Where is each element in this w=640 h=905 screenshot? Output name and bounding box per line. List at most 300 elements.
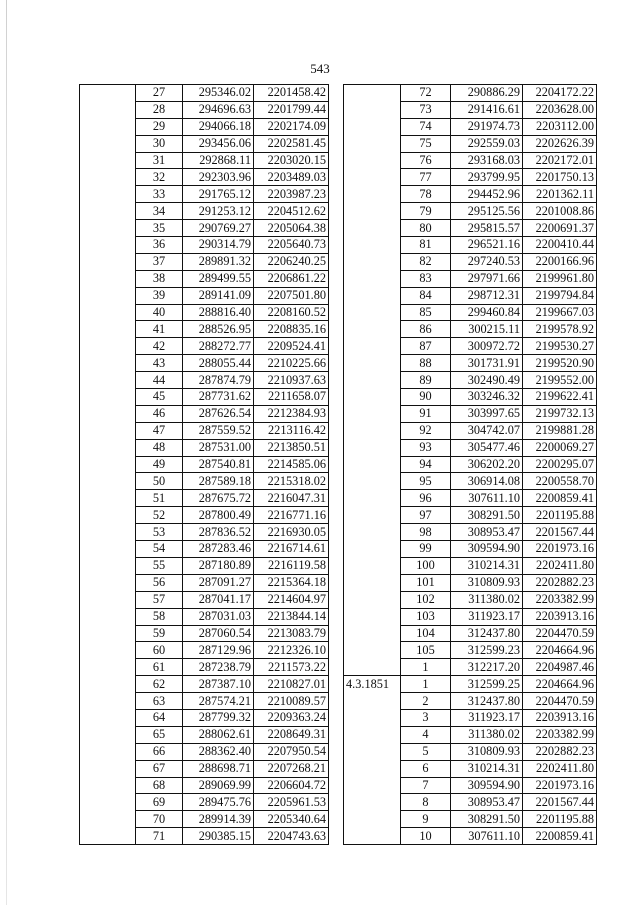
section-cell: [80, 557, 136, 574]
y-coordinate-cell: 2199961.80: [523, 270, 597, 287]
section-cell: [344, 220, 401, 237]
point-number-cell: 69: [136, 794, 183, 811]
y-coordinate-cell: 2201567.44: [523, 794, 597, 811]
x-coordinate-cell: 287799.32: [183, 709, 254, 726]
x-coordinate-cell: 287800.49: [183, 507, 254, 524]
y-coordinate-cell: 2210225.66: [254, 355, 329, 372]
point-number-cell: 58: [136, 608, 183, 625]
x-coordinate-cell: 289499.55: [183, 270, 254, 287]
x-coordinate-cell: 306914.08: [451, 473, 523, 490]
section-cell: [344, 659, 401, 676]
x-coordinate-cell: 289069.99: [183, 777, 254, 794]
table-row: [344, 304, 597, 321]
x-coordinate-cell: 287589.18: [183, 473, 254, 490]
y-coordinate-cell: 2207268.21: [254, 760, 329, 777]
table-row: [80, 152, 329, 169]
y-coordinate-cell: 2200691.37: [523, 220, 597, 237]
x-coordinate-cell: 288362.40: [183, 743, 254, 760]
table-row: [344, 186, 597, 203]
y-coordinate-cell: 2216771.16: [254, 507, 329, 524]
point-number-cell: 56: [136, 574, 183, 591]
y-coordinate-cell: 2209524.41: [254, 338, 329, 355]
section-cell: [80, 811, 136, 828]
x-coordinate-cell: 287091.27: [183, 574, 254, 591]
x-coordinate-cell: 310809.93: [451, 574, 523, 591]
section-cell: [344, 625, 401, 642]
point-number-cell: 98: [401, 524, 451, 541]
point-number-cell: 59: [136, 625, 183, 642]
table-row: [80, 777, 329, 794]
section-cell: [80, 338, 136, 355]
x-coordinate-cell: 309594.90: [451, 541, 523, 558]
x-coordinate-cell: 288698.71: [183, 760, 254, 777]
section-cell: [344, 811, 401, 828]
y-coordinate-cell: 2206604.72: [254, 777, 329, 794]
point-number-cell: 1: [401, 659, 451, 676]
x-coordinate-cell: 287531.00: [183, 439, 254, 456]
y-coordinate-cell: 2201195.88: [523, 507, 597, 524]
section-cell: [344, 760, 401, 777]
point-number-cell: 61: [136, 659, 183, 676]
point-number-cell: 48: [136, 439, 183, 456]
y-coordinate-cell: 2203913.16: [523, 608, 597, 625]
section-cell: [80, 355, 136, 372]
point-number-cell: 60: [136, 642, 183, 659]
y-coordinate-cell: 2210937.63: [254, 372, 329, 389]
table-row: [344, 524, 597, 541]
point-number-cell: 57: [136, 591, 183, 608]
section-cell: [80, 287, 136, 304]
section-cell: [80, 101, 136, 118]
y-coordinate-cell: 2199732.13: [523, 405, 597, 422]
table-row: [344, 541, 597, 558]
x-coordinate-cell: 293168.03: [451, 152, 523, 169]
y-coordinate-cell: 2203112.00: [523, 118, 597, 135]
point-number-cell: 77: [401, 169, 451, 186]
point-number-cell: 102: [401, 591, 451, 608]
x-coordinate-cell: 310214.31: [451, 760, 523, 777]
section-cell: [80, 760, 136, 777]
section-cell: [344, 203, 401, 220]
point-number-cell: 67: [136, 760, 183, 777]
x-coordinate-cell: 294452.96: [451, 186, 523, 203]
y-coordinate-cell: 2202882.23: [523, 574, 597, 591]
y-coordinate-cell: 2203987.23: [254, 186, 329, 203]
y-coordinate-cell: 2202581.45: [254, 135, 329, 152]
x-coordinate-cell: 287238.79: [183, 659, 254, 676]
section-cell: [344, 743, 401, 760]
section-cell: [80, 574, 136, 591]
x-coordinate-cell: 305477.46: [451, 439, 523, 456]
table-row: [80, 473, 329, 490]
section-cell: [80, 220, 136, 237]
y-coordinate-cell: 2205064.38: [254, 220, 329, 237]
point-number-cell: 90: [401, 389, 451, 406]
point-number-cell: 55: [136, 557, 183, 574]
table-row: [80, 169, 329, 186]
point-number-cell: 36: [136, 237, 183, 254]
section-cell: [344, 355, 401, 372]
y-coordinate-cell: 2215318.02: [254, 473, 329, 490]
section-cell: [80, 473, 136, 490]
table-row: [80, 389, 329, 406]
x-coordinate-cell: 290314.79: [183, 237, 254, 254]
table-row: [80, 85, 329, 102]
table-row: [344, 321, 597, 338]
point-number-cell: 99: [401, 541, 451, 558]
y-coordinate-cell: 2201458.42: [254, 85, 329, 102]
point-number-cell: 38: [136, 270, 183, 287]
y-coordinate-cell: 2207501.80: [254, 287, 329, 304]
point-number-cell: 101: [401, 574, 451, 591]
y-coordinate-cell: 2203382.99: [523, 591, 597, 608]
section-cell: [80, 507, 136, 524]
table-row: [80, 304, 329, 321]
table-row: [80, 524, 329, 541]
section-cell: [80, 456, 136, 473]
section-cell: [80, 524, 136, 541]
section-cell: [344, 777, 401, 794]
table-row: [80, 659, 329, 676]
section-cell: [344, 287, 401, 304]
x-coordinate-cell: 308291.50: [451, 811, 523, 828]
table-row: [344, 118, 597, 135]
y-coordinate-cell: 2200558.70: [523, 473, 597, 490]
point-number-cell: 75: [401, 135, 451, 152]
table-row: [344, 203, 597, 220]
section-cell: [344, 439, 401, 456]
point-number-cell: 47: [136, 422, 183, 439]
section-cell: [344, 456, 401, 473]
y-coordinate-cell: 2200859.41: [523, 828, 597, 845]
table-row: [344, 85, 597, 102]
x-coordinate-cell: 287031.03: [183, 608, 254, 625]
point-number-cell: 8: [401, 794, 451, 811]
section-cell: [344, 828, 401, 845]
x-coordinate-cell: 291974.73: [451, 118, 523, 135]
section-cell: [344, 135, 401, 152]
table-row: [80, 253, 329, 270]
x-coordinate-cell: 293456.06: [183, 135, 254, 152]
x-coordinate-cell: 312599.25: [451, 676, 523, 693]
x-coordinate-cell: 287060.54: [183, 625, 254, 642]
table-row: [80, 828, 329, 845]
y-coordinate-cell: 2199578.92: [523, 321, 597, 338]
x-coordinate-cell: 294066.18: [183, 118, 254, 135]
y-coordinate-cell: 2201195.88: [523, 811, 597, 828]
y-coordinate-cell: 2203628.00: [523, 101, 597, 118]
table-row: [80, 355, 329, 372]
point-number-cell: 34: [136, 203, 183, 220]
point-number-cell: 103: [401, 608, 451, 625]
x-coordinate-cell: 289891.32: [183, 253, 254, 270]
y-coordinate-cell: 2203913.16: [523, 709, 597, 726]
section-cell: [344, 473, 401, 490]
table-row: [80, 321, 329, 338]
section-cell: [344, 726, 401, 743]
section-cell: [344, 186, 401, 203]
y-coordinate-cell: 2201750.13: [523, 169, 597, 186]
point-number-cell: 85: [401, 304, 451, 321]
point-number-cell: 44: [136, 372, 183, 389]
table-row: [80, 186, 329, 203]
section-cell: 4.3.1851: [344, 676, 401, 693]
point-number-cell: 62: [136, 676, 183, 693]
coordinates-table-right: [343, 84, 597, 845]
x-coordinate-cell: 289475.76: [183, 794, 254, 811]
y-coordinate-cell: 2204470.59: [523, 625, 597, 642]
table-row: [80, 270, 329, 287]
x-coordinate-cell: 290886.29: [451, 85, 523, 102]
x-coordinate-cell: 300972.72: [451, 338, 523, 355]
point-number-cell: 1: [401, 676, 451, 693]
section-cell: [80, 439, 136, 456]
x-coordinate-cell: 312217.20: [451, 659, 523, 676]
section-cell: [344, 709, 401, 726]
table-row: [344, 608, 597, 625]
y-coordinate-cell: 2211658.07: [254, 389, 329, 406]
point-number-cell: 6: [401, 760, 451, 777]
x-coordinate-cell: 309594.90: [451, 777, 523, 794]
table-row: [80, 709, 329, 726]
x-coordinate-cell: 290769.27: [183, 220, 254, 237]
table-row: [80, 760, 329, 777]
y-coordinate-cell: 2213844.14: [254, 608, 329, 625]
x-coordinate-cell: 291765.12: [183, 186, 254, 203]
x-coordinate-cell: 287540.81: [183, 456, 254, 473]
y-coordinate-cell: 2212326.10: [254, 642, 329, 659]
y-coordinate-cell: 2204664.96: [523, 642, 597, 659]
y-coordinate-cell: 2199552.00: [523, 372, 597, 389]
y-coordinate-cell: 2204664.96: [523, 676, 597, 693]
table-row: [344, 490, 597, 507]
point-number-cell: 4: [401, 726, 451, 743]
section-cell: [80, 591, 136, 608]
x-coordinate-cell: 291416.61: [451, 101, 523, 118]
x-coordinate-cell: 288272.77: [183, 338, 254, 355]
table-row: [80, 220, 329, 237]
y-coordinate-cell: 2210827.01: [254, 676, 329, 693]
section-cell: [80, 152, 136, 169]
point-number-cell: 2: [401, 693, 451, 710]
table-row: [344, 439, 597, 456]
table-row: [80, 490, 329, 507]
x-coordinate-cell: 287731.62: [183, 389, 254, 406]
y-coordinate-cell: 2208649.31: [254, 726, 329, 743]
coordinates-table-left: [79, 84, 329, 845]
table-row: [344, 456, 597, 473]
point-number-cell: 86: [401, 321, 451, 338]
section-cell: [344, 642, 401, 659]
table-row: [344, 355, 597, 372]
section-cell: [80, 794, 136, 811]
table-row: [80, 608, 329, 625]
x-coordinate-cell: 301731.91: [451, 355, 523, 372]
y-coordinate-cell: 2212384.93: [254, 405, 329, 422]
x-coordinate-cell: 311380.02: [451, 591, 523, 608]
point-number-cell: 66: [136, 743, 183, 760]
y-coordinate-cell: 2204987.46: [523, 659, 597, 676]
point-number-cell: 49: [136, 456, 183, 473]
point-number-cell: 96: [401, 490, 451, 507]
x-coordinate-cell: 299460.84: [451, 304, 523, 321]
section-cell: [80, 709, 136, 726]
section-cell: [344, 152, 401, 169]
table-row: [344, 828, 597, 845]
x-coordinate-cell: 298712.31: [451, 287, 523, 304]
table-row: [80, 338, 329, 355]
point-number-cell: 63: [136, 693, 183, 710]
y-coordinate-cell: 2204512.62: [254, 203, 329, 220]
point-number-cell: 72: [401, 85, 451, 102]
y-coordinate-cell: 2203020.15: [254, 152, 329, 169]
section-cell: [344, 118, 401, 135]
table-row: [80, 726, 329, 743]
table-row: [344, 135, 597, 152]
point-number-cell: 68: [136, 777, 183, 794]
y-coordinate-cell: 2216047.31: [254, 490, 329, 507]
section-cell: [344, 794, 401, 811]
coordinates-table-left-body: [80, 85, 329, 845]
section-cell: [80, 85, 136, 102]
table-row: [344, 591, 597, 608]
point-number-cell: 39: [136, 287, 183, 304]
x-coordinate-cell: 296521.16: [451, 237, 523, 254]
point-number-cell: 10: [401, 828, 451, 845]
point-number-cell: 31: [136, 152, 183, 169]
table-row: [80, 203, 329, 220]
x-coordinate-cell: 287387.10: [183, 676, 254, 693]
y-coordinate-cell: 2201799.44: [254, 101, 329, 118]
y-coordinate-cell: 2203489.03: [254, 169, 329, 186]
y-coordinate-cell: 2208835.16: [254, 321, 329, 338]
table-row: [344, 338, 597, 355]
x-coordinate-cell: 303246.32: [451, 389, 523, 406]
section-cell: [344, 169, 401, 186]
point-number-cell: 76: [401, 152, 451, 169]
y-coordinate-cell: 2204470.59: [523, 693, 597, 710]
point-number-cell: 54: [136, 541, 183, 558]
y-coordinate-cell: 2201567.44: [523, 524, 597, 541]
point-number-cell: 7: [401, 777, 451, 794]
point-number-cell: 30: [136, 135, 183, 152]
y-coordinate-cell: 2202626.39: [523, 135, 597, 152]
x-coordinate-cell: 307611.10: [451, 490, 523, 507]
x-coordinate-cell: 287041.17: [183, 591, 254, 608]
section-cell: [344, 574, 401, 591]
table-row: [344, 726, 597, 743]
point-number-cell: 9: [401, 811, 451, 828]
y-coordinate-cell: 2215364.18: [254, 574, 329, 591]
y-coordinate-cell: 2206240.25: [254, 253, 329, 270]
point-number-cell: 74: [401, 118, 451, 135]
table-row: [80, 118, 329, 135]
table-row: [80, 676, 329, 693]
x-coordinate-cell: 295346.02: [183, 85, 254, 102]
x-coordinate-cell: 288526.95: [183, 321, 254, 338]
point-number-cell: 52: [136, 507, 183, 524]
point-number-cell: 46: [136, 405, 183, 422]
x-coordinate-cell: 302490.49: [451, 372, 523, 389]
x-coordinate-cell: 288055.44: [183, 355, 254, 372]
point-number-cell: 93: [401, 439, 451, 456]
x-coordinate-cell: 308953.47: [451, 794, 523, 811]
y-coordinate-cell: 2207950.54: [254, 743, 329, 760]
table-row: [344, 405, 597, 422]
y-coordinate-cell: 2216930.05: [254, 524, 329, 541]
section-cell: [80, 186, 136, 203]
point-number-cell: 89: [401, 372, 451, 389]
table-row: [344, 422, 597, 439]
y-coordinate-cell: 2199794.84: [523, 287, 597, 304]
x-coordinate-cell: 289141.09: [183, 287, 254, 304]
section-cell: [344, 101, 401, 118]
section-cell: [344, 304, 401, 321]
x-coordinate-cell: 308953.47: [451, 524, 523, 541]
table-row: [80, 439, 329, 456]
point-number-cell: 78: [401, 186, 451, 203]
y-coordinate-cell: 2200295.07: [523, 456, 597, 473]
table-row: [80, 405, 329, 422]
y-coordinate-cell: 2206861.22: [254, 270, 329, 287]
table-row: [80, 507, 329, 524]
point-number-cell: 50: [136, 473, 183, 490]
x-coordinate-cell: 295125.56: [451, 203, 523, 220]
x-coordinate-cell: 308291.50: [451, 507, 523, 524]
table-row: [80, 237, 329, 254]
x-coordinate-cell: 287180.89: [183, 557, 254, 574]
y-coordinate-cell: 2213116.42: [254, 422, 329, 439]
table-row: [344, 574, 597, 591]
point-number-cell: 51: [136, 490, 183, 507]
y-coordinate-cell: 2200859.41: [523, 490, 597, 507]
table-row: [80, 794, 329, 811]
x-coordinate-cell: 307611.10: [451, 828, 523, 845]
x-coordinate-cell: 310809.93: [451, 743, 523, 760]
y-coordinate-cell: 2201973.16: [523, 541, 597, 558]
y-coordinate-cell: 2216119.58: [254, 557, 329, 574]
table-row: [80, 693, 329, 710]
x-coordinate-cell: 292559.03: [451, 135, 523, 152]
y-coordinate-cell: 2199667.03: [523, 304, 597, 321]
section-cell: [80, 541, 136, 558]
x-coordinate-cell: 295815.57: [451, 220, 523, 237]
section-cell: [80, 405, 136, 422]
y-coordinate-cell: 2213850.51: [254, 439, 329, 456]
section-cell: [344, 507, 401, 524]
section-cell: [80, 321, 136, 338]
section-cell: [80, 118, 136, 135]
y-coordinate-cell: 2210089.57: [254, 693, 329, 710]
point-number-cell: 71: [136, 828, 183, 845]
section-cell: [344, 321, 401, 338]
y-coordinate-cell: 2202411.80: [523, 760, 597, 777]
x-coordinate-cell: 288816.40: [183, 304, 254, 321]
y-coordinate-cell: 2200410.44: [523, 237, 597, 254]
point-number-cell: 37: [136, 253, 183, 270]
point-number-cell: 32: [136, 169, 183, 186]
x-coordinate-cell: 310214.31: [451, 557, 523, 574]
point-number-cell: 83: [401, 270, 451, 287]
table-row: [344, 625, 597, 642]
x-coordinate-cell: 287559.52: [183, 422, 254, 439]
y-coordinate-cell: 2199881.28: [523, 422, 597, 439]
section-cell: [344, 693, 401, 710]
table-row: [80, 743, 329, 760]
table-row: [344, 659, 597, 676]
table-row: [80, 591, 329, 608]
section-cell: [80, 237, 136, 254]
